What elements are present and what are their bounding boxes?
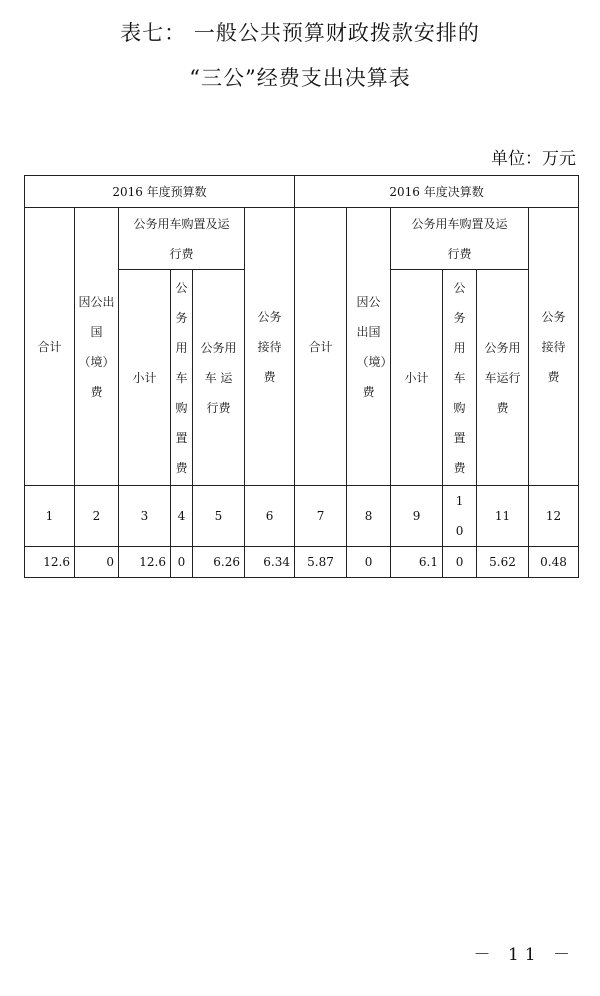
reception-header-final: 公务接待费 xyxy=(529,208,579,486)
operation-header-final: 公务用车运行费 xyxy=(477,270,529,486)
col-num: 5 xyxy=(193,486,245,547)
value-cell: 12.6 xyxy=(119,547,171,578)
col-num: 11 xyxy=(477,486,529,547)
total-header: 合计 xyxy=(25,208,75,486)
value-cell: 12.6 xyxy=(25,547,75,578)
value-cell: 0 xyxy=(75,547,119,578)
col-num: 6 xyxy=(245,486,295,547)
final-header: 2016 年度决算数 xyxy=(295,176,579,208)
col-num: 9 xyxy=(391,486,443,547)
abroad-header: 因公出国（境）费 xyxy=(75,208,119,486)
col-num: 12 xyxy=(529,486,579,547)
value-cell: 6.1 xyxy=(391,547,443,578)
reception-header: 公务接待费 xyxy=(245,208,295,486)
value-cell: 0 xyxy=(347,547,391,578)
page-number: － 11 － xyxy=(473,945,576,965)
title-line-1: 表七： 一般公共预算财政拨款安排的 xyxy=(120,21,480,45)
title-line-2: “三公”经费支出决算表 xyxy=(189,66,411,90)
subtotal-header-final: 小计 xyxy=(391,270,443,486)
col-num: 2 xyxy=(75,486,119,547)
vehicle-group-header: 公务用车购置及运行费 xyxy=(119,208,245,270)
operation-header: 公务用车 运行费 xyxy=(193,270,245,486)
expense-table xyxy=(24,175,579,578)
value-cell: 6.34 xyxy=(245,547,295,578)
purchase-header-final: 公务用车购置费 xyxy=(443,270,477,486)
abroad-header-final: 因公出国（境）费 xyxy=(347,208,391,486)
col-num: 3 xyxy=(119,486,171,547)
col-num: 7 xyxy=(295,486,347,547)
unit-label: 单位：万元 xyxy=(491,149,576,169)
value-cell: 0.48 xyxy=(529,547,579,578)
value-cell: 5.87 xyxy=(295,547,347,578)
col-num: 4 xyxy=(171,486,193,547)
budget-header: 2016 年度预算数 xyxy=(25,176,295,208)
value-cell: 0 xyxy=(171,547,193,578)
value-row xyxy=(25,547,579,578)
col-num: 8 xyxy=(347,486,391,547)
col-num: 10 xyxy=(443,486,477,547)
subtotal-header: 小计 xyxy=(119,270,171,486)
value-cell: 0 xyxy=(443,547,477,578)
value-cell: 6.26 xyxy=(193,547,245,578)
value-cell: 5.62 xyxy=(477,547,529,578)
vehicle-group-header-final: 公务用车购置及运行费 xyxy=(391,208,529,270)
total-header-final: 合计 xyxy=(295,208,347,486)
column-number-row xyxy=(25,486,579,547)
purchase-header: 公务用车购置费 xyxy=(171,270,193,486)
col-num: 1 xyxy=(25,486,75,547)
